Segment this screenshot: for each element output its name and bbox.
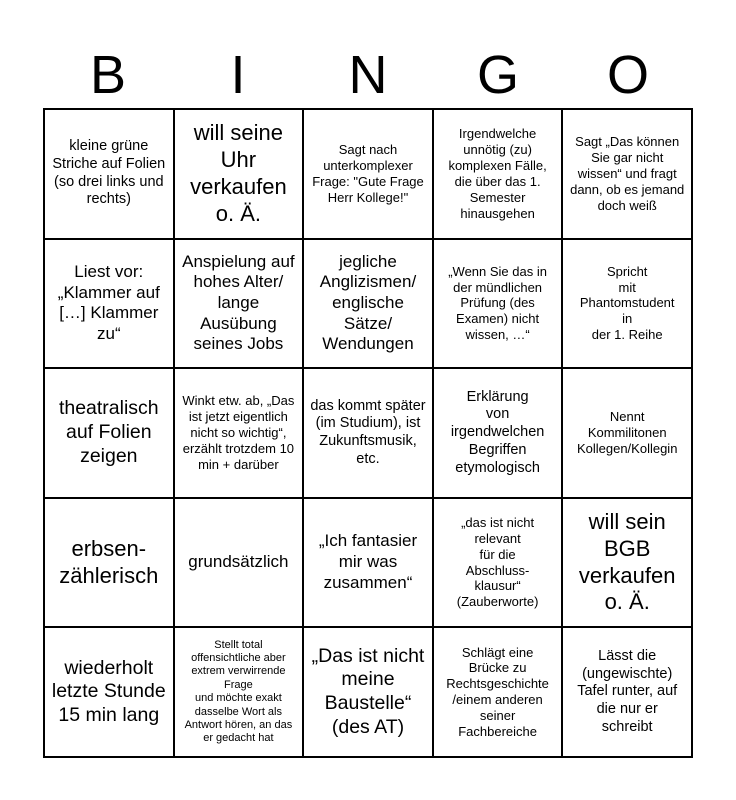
bingo-cell[interactable]: kleine grüne Striche auf Folien (so drei links und rechts) [44,109,174,239]
bingo-cell[interactable]: jegliche Anglizismen/ englische Sätze/ Wendungen [303,239,433,369]
title-letter-o: O [606,45,649,105]
bingo-cell[interactable]: Sagt nach unterkomplexer Frage: "Gute Frage Herr Kollege!" [303,109,433,239]
bingo-cell[interactable]: erbsen- zählerisch [44,498,174,628]
bingo-cell[interactable]: Spricht mit Phantomstudent in der 1. Reihe [562,239,692,369]
bingo-cell[interactable]: Liest vor: „Klammer auf […] Klammer zu“ [44,239,174,369]
bingo-cell[interactable]: will sein BGB verkaufen o. Ä. [562,498,692,628]
bingo-cell[interactable]: Irgendwelche unnötig (zu) komplexen Fälle, die über das 1. Semester hinausgehen [433,109,563,239]
title-letter-g: G [476,45,519,105]
bingo-cell[interactable]: Nennt Kommilitonen Kollegen/Kollegin [562,368,692,498]
bingo-title [43,42,693,108]
bingo-cell[interactable]: „Das ist nicht meine Baustelle“ (des AT) [303,627,433,757]
bingo-cell[interactable]: Sagt „Das können Sie gar nicht wissen“ und fragt dann, ob es jemand doch weiß [562,109,692,239]
bingo-cell[interactable]: grundsätzlich [174,498,304,628]
title-letter-n: N [348,45,388,105]
bingo-cell[interactable]: Anspielung auf hohes Alter/ lange Ausübung seines Jobs [174,239,304,369]
bingo-cell[interactable]: Winkt etw. ab, „Das ist jetzt eigentlich nicht so wichtig“, erzählt trotzdem 10 min + darüber [174,368,304,498]
bingo-cell[interactable]: „das ist nicht relevant für die Abschluss- klausur“ (Zauberworte) [433,498,563,628]
bingo-cell[interactable]: Erklärung von irgendwelchen Begriffen etymologisch [433,368,563,498]
bingo-cell[interactable]: wiederholt letzte Stunde 15 min lang [44,627,174,757]
bingo-cell[interactable]: Lässt die (ungewischte) Tafel runter, auf die nur er schreibt [562,627,692,757]
bingo-grid [43,108,693,758]
bingo-cell[interactable]: Schlägt eine Brücke zu Rechtsgeschichte /einem anderen seiner Fachbereiche [433,627,563,757]
bingo-cell[interactable]: „Wenn Sie das in der mündlichen Prüfung (des Examen) nicht wissen, …“ [433,239,563,369]
title-letter-b: B [89,45,127,105]
bingo-cell[interactable]: Stellt total offensichtliche aber extrem verwirrende Frage und möchte exakt dasselbe Wort als Antwort hören, an das er gedacht hat [174,627,304,757]
bingo-cell[interactable]: will seine Uhr verkaufen o. Ä. [174,109,304,239]
title-letter-i: I [230,45,246,105]
bingo-cell[interactable]: „Ich fantasier mir was zusammen“ [303,498,433,628]
bingo-cell[interactable]: theatralisch auf Folien zeigen [44,368,174,498]
bingo-cell[interactable]: das kommt später (im Studium), ist Zukunftsmusik, etc. [303,368,433,498]
